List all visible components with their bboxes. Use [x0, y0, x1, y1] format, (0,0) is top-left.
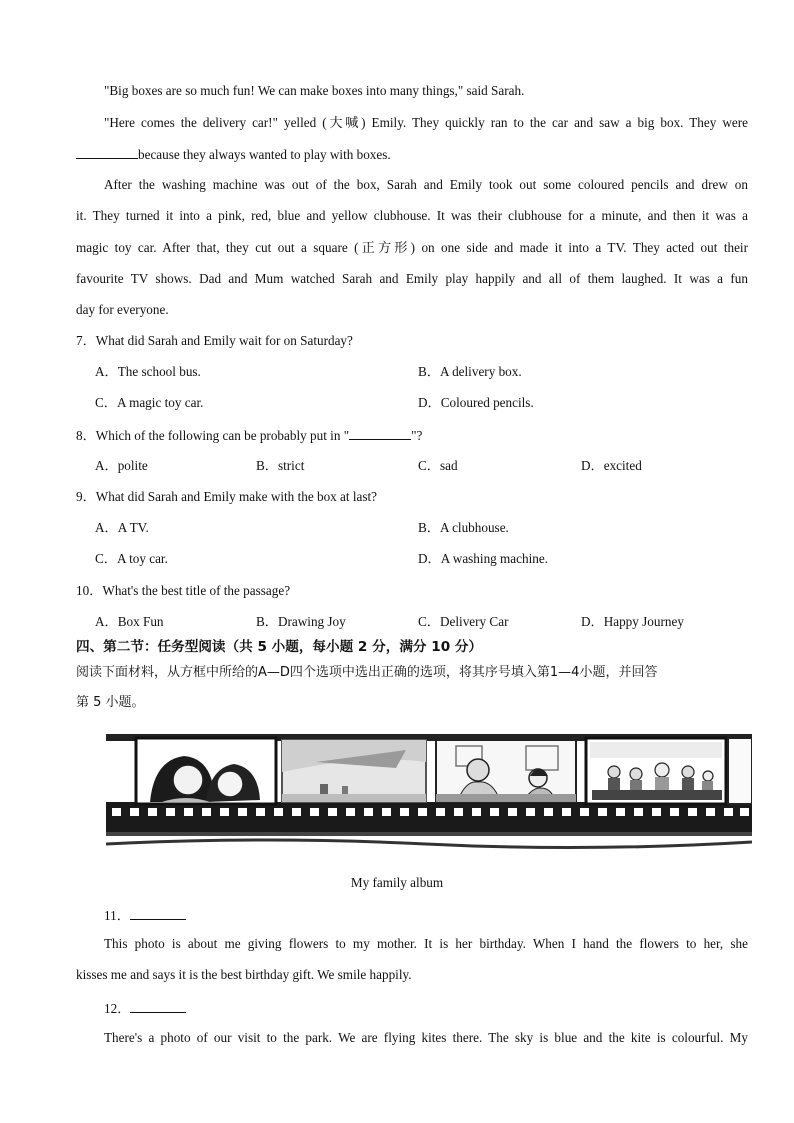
item-number: 11． [104, 908, 130, 923]
option-10c[interactable]: C．Delivery Car [418, 614, 509, 629]
question-8-end: "? [411, 428, 423, 443]
option-10d[interactable]: D．Happy Journey [581, 614, 684, 629]
question-9: 9．What did Sarah and Emily make with the box at last? [76, 489, 378, 504]
passage-line: kisses me and says it is the best birthday gift. We smile happily. [76, 967, 412, 982]
question-8 [76, 426, 748, 445]
passage-line: There's a photo of our visit to the park. We are flying kites there. The sky is blue and the kite is colourful. My [104, 1030, 748, 1045]
option-10b[interactable]: B．Drawing Joy [256, 614, 346, 629]
instructions: 阅读下面材料，从方框中所给的A—D四个选项中选出正确的选项，将其序号填入第1—4小题，并回答 [76, 665, 658, 680]
passage-text: because they always wanted to play with boxes. [138, 147, 391, 162]
family-album-filmstrip-image [106, 732, 752, 850]
answer-blank [349, 426, 411, 440]
item-11 [104, 906, 748, 925]
option-9a[interactable]: A．A TV. [95, 520, 149, 535]
option-8c[interactable]: C．sad [418, 458, 458, 473]
instructions: 第 5 小题。 [76, 695, 145, 710]
passage-line: After the washing machine was out of the box, Sarah and Emily took out some coloured pencils and drew on [104, 177, 748, 192]
section-heading: 四、第二节：任务型阅读（共 5 小题，每小题 2 分，满分 10 分） [76, 639, 483, 655]
answer-blank [76, 145, 138, 159]
item-number: 12． [104, 1001, 131, 1016]
passage-line [76, 145, 748, 164]
question-8-text: 8．Which of the following can be probably put in " [76, 428, 350, 443]
option-9b[interactable]: B．A clubhouse. [418, 520, 509, 535]
answer-blank [130, 999, 186, 1013]
passage-line: This photo is about me giving flowers to my mother. It is her birthday. When I hand the flowers to her, she [104, 936, 748, 951]
passage-line: magic toy car. After that, they cut out a square (正方形) on one side and made it into a TV. They acted out their [76, 240, 748, 255]
option-8a[interactable]: A．polite [95, 458, 148, 473]
option-7c[interactable]: C．A magic toy car. [95, 395, 204, 410]
option-8b[interactable]: B．strict [256, 458, 305, 473]
question-7: 7．What did Sarah and Emily wait for on Saturday? [76, 333, 353, 348]
option-9c[interactable]: C．A toy car. [95, 551, 168, 566]
option-7a[interactable]: A．The school bus. [95, 364, 201, 379]
passage-line: "Here comes the delivery car!" yelled (大喊) Emily. They quickly ran to the car and saw a big box. They were [104, 115, 748, 130]
passage-line: "Big boxes are so much fun! We can make boxes into many things," said Sarah. [104, 83, 525, 98]
passage-line: day for everyone. [76, 302, 169, 317]
item-12 [104, 999, 748, 1018]
option-9d[interactable]: D．A washing machine. [418, 551, 549, 566]
passage-line: favourite TV shows. Dad and Mum watched Sarah and Emily play happily and all of them laughed. It was a fun [76, 271, 748, 286]
answer-blank [130, 906, 186, 920]
option-7d[interactable]: D．Coloured pencils. [418, 395, 534, 410]
option-7b[interactable]: B．A delivery box. [418, 364, 522, 379]
passage-line: it. They turned it into a pink, red, blue and yellow clubhouse. It was their clubhouse for a minute, and then it was a [76, 208, 748, 223]
image-caption: My family album [350, 875, 444, 890]
option-8d[interactable]: D．excited [581, 458, 642, 473]
question-10: 10．What's the best title of the passage? [76, 583, 291, 598]
option-10a[interactable]: A．Box Fun [95, 614, 164, 629]
